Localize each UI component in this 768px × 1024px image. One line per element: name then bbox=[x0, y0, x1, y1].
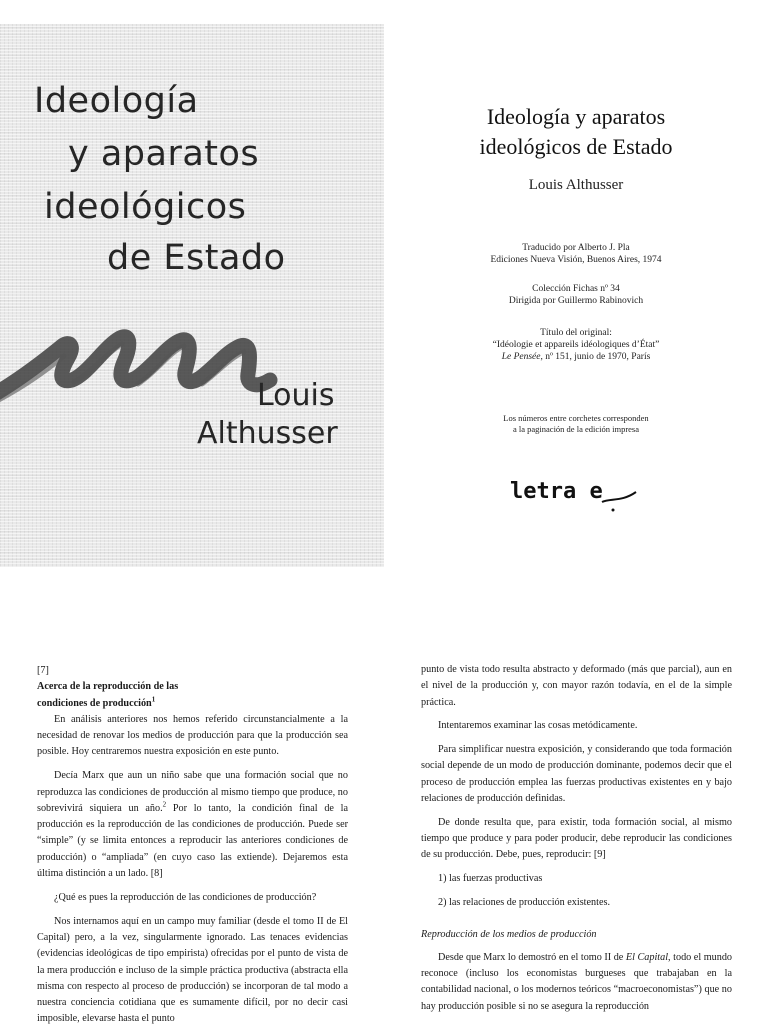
credit-line: Colección Fichas nº 34 bbox=[532, 284, 620, 294]
note-line: a la paginación de la edición impresa bbox=[512, 424, 640, 434]
paragraph-text: , todo el mundo reconoce (incluso los economistas burgueses que trabajaban en la contabilidad nacional, o los modernos teóricos “macroeconomistas”) que no hay producción posible si no se asegura la reproducción bbox=[421, 951, 733, 1012]
page-marker: [7] bbox=[37, 665, 49, 676]
cover-author-last-name: Althusser bbox=[197, 416, 338, 451]
paragraph: punto de vista todo resulta abstracto y deformado (más que parcial), aun en el nivel de la producción y, con mayor razón todavía, en el de la simple práctica. bbox=[421, 664, 732, 708]
footnote-ref: 1 bbox=[151, 695, 156, 704]
heading-line: Acerca de la reproducción de las bbox=[37, 681, 179, 693]
original-title-info bbox=[400, 327, 752, 363]
credit-line: Dirigida por Guillermo Rabinovich bbox=[508, 296, 644, 306]
cover-title bbox=[0, 24, 384, 324]
paragraph bbox=[37, 768, 348, 882]
publisher-logo bbox=[510, 472, 645, 514]
journal-name: Le Pensée bbox=[501, 352, 541, 362]
paragraph-text: Decía Marx que aun un niño sabe que una formación social que no reproduzca las condiciones de producción al mismo tiempo que produce, no sobrevivirá siquiera un año. bbox=[37, 770, 348, 814]
book-title: El Capital bbox=[625, 951, 669, 963]
paragraph: ¿Qué es pues la reproducción de las condiciones de producción? bbox=[54, 891, 317, 903]
title-line: ideológicos de Estado bbox=[479, 134, 673, 159]
paragraph: De donde resulta que, para existir, toda formación social, al mismo tiempo que produce y para poder producir, debe reproducir las condiciones de su producción. Debe, pues, reproducir: [9] bbox=[421, 816, 732, 861]
paragraph bbox=[421, 950, 732, 1015]
cover-title-line: y aparatos bbox=[68, 134, 260, 174]
note-line: Los números entre corchetes corresponden bbox=[503, 413, 649, 423]
book-cover bbox=[0, 24, 384, 567]
title-page-author: Louis Althusser bbox=[528, 177, 624, 193]
paragraph-text: Desde que Marx lo demostró en el tomo II de bbox=[438, 951, 626, 963]
translation-credits bbox=[400, 242, 752, 266]
list-item: 1) las fuerzas productivas bbox=[438, 873, 543, 885]
credit-line: Título del original: bbox=[540, 328, 612, 338]
paragraph: Intentaremos examinar las cosas metódicamente. bbox=[438, 720, 638, 732]
pagination-note bbox=[400, 413, 752, 435]
footnote-ref: 2 bbox=[162, 800, 167, 809]
credit-line: Traducido por Alberto J. Pla bbox=[522, 243, 630, 253]
original-source bbox=[400, 351, 752, 363]
cover-title-line: de Estado bbox=[107, 238, 286, 278]
section-subheading: Reproducción de los medios de producción bbox=[421, 929, 597, 941]
paragraph: Nos internamos aquí en un campo muy familiar (desde el tomo II de El Capital) pero, a la vez, singularmente ignorado. Las tenaces evidencias (evidencias ideológicas de tipo empirista) ofrecidas por el punto de vista de la mera producción e incluso de la simple práctica productiva (abstracta ella misma con respecto al proceso de producción) se incorporan de tal modo a nuestra conciencia cotidiana que es sumamente difícil, por no decir casi imposible, elevarse hasta el punto bbox=[37, 915, 348, 1024]
cover-title-line: Ideología bbox=[34, 81, 199, 121]
credit-line: “Idéologie et appareils idéologiques d’État” bbox=[492, 340, 660, 350]
credit-line: Ediciones Nueva Visión, Buenos Aires, 1974 bbox=[490, 255, 662, 265]
heading-line: condiciones de producción bbox=[37, 697, 152, 709]
collection-credits bbox=[400, 283, 752, 307]
paragraph: Para simplificar nuestra exposición, y considerando que toda formación social depende de un modo de producción dominante, podemos decir que el proceso de producción emplea las fuerzas productivas existentes en y bajo relaciones de producción definidas. bbox=[421, 744, 732, 805]
list-item: 2) las relaciones de producción existentes. bbox=[438, 897, 610, 909]
cover-title-line: ideológicos bbox=[44, 187, 247, 227]
scribble-graphic bbox=[0, 294, 300, 414]
right-page-text bbox=[421, 662, 732, 1022]
left-page-text bbox=[37, 663, 348, 1024]
cover-author-first-name: Louis bbox=[257, 378, 335, 413]
paragraph-text: Por lo tanto, la condición final de la producción es la reproducción de las condiciones de producción. Puede ser “simple” (y se limita entonces a reproducir las anteriores condiciones de producción) o “ampliada” (en cuyo caso las extiende). Dejaremos esta última distinción a un lado. [8] bbox=[37, 802, 348, 880]
title-page bbox=[400, 24, 752, 567]
source-details: , nº 151, junio de 1970, París bbox=[540, 352, 651, 362]
publisher-logo-text: letra e bbox=[510, 479, 603, 504]
title-line: Ideología y aparatos bbox=[486, 104, 666, 129]
paragraph: En análisis anteriores nos hemos referido circunstancialmente a la necesidad de renovar los medios de producción para que la producción sea posible. Hoy centraremos nuestra exposición en este punto. bbox=[37, 713, 348, 758]
section-heading bbox=[37, 679, 348, 712]
